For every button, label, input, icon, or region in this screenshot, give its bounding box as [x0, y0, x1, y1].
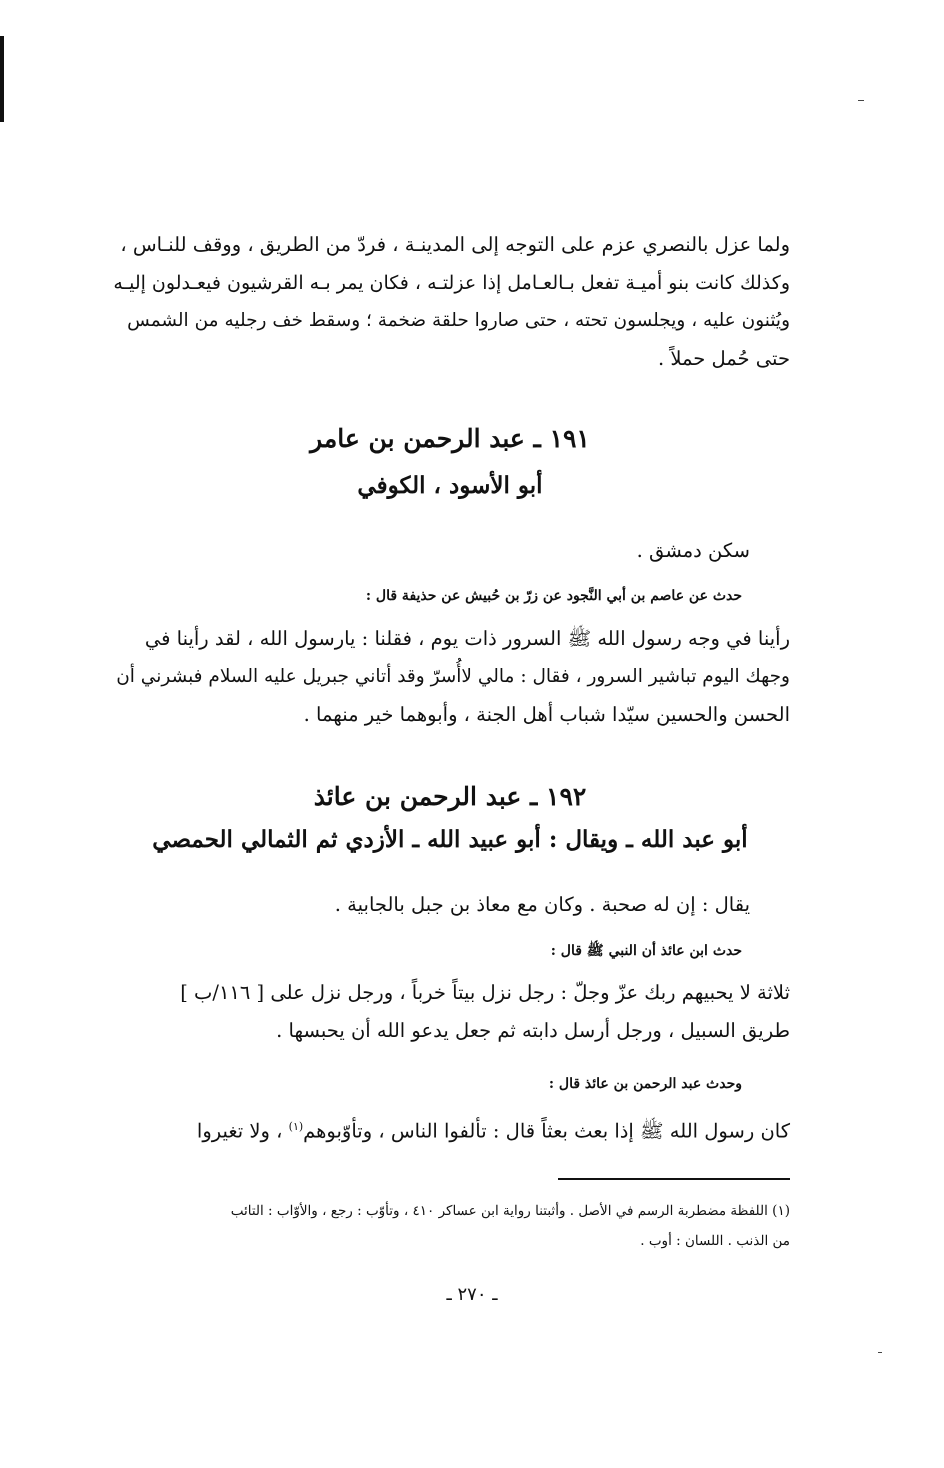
text-line: ثلاثة لا يحبيهم ربك عزّ وجلّ : رجل نزل بيتاً خرباً ، ورجل نزل على [ ١١٦/ب ] [180, 981, 790, 1004]
entry-192-subheading: أبو عبد الله ـ ويقال : أبو عبيد الله ـ الأزدي ثم الثمالي الحمصي [152, 826, 748, 853]
entry-192-chain-1: حدث ابن عائذ أن النبي ﷺ قال : [550, 943, 742, 959]
entry-191-heading: ١٩١ ـ عبد الرحمن بن عامر [310, 424, 590, 453]
text-line [110, 1108, 790, 1151]
entry-191-residence: سكن دمشق . [636, 539, 750, 562]
entry-191-chain: حدث عن عاصم بن أبي النَّجود عن زرّ بن حُبيش عن حذيفة قال : [365, 588, 742, 604]
text-line: رأينا في وجه رسول الله ﷺ السرور ذات يوم ، فقلنا : يارسول الله ، لقد رأينا في [144, 627, 790, 650]
entry-191-body [110, 620, 790, 734]
text-line: طريق السبيل ، ورجل أرسل دابته ثم جعل يدعو الله أن يحبسها . [276, 1019, 790, 1042]
entry-192-body-2 [110, 1108, 790, 1151]
text-line: وكذلك كانت بنو أميـة تفعل بـالعـامل إذا عزلتـه ، فكان يمر بـه القرشيون فيعـدلون إليـه [113, 272, 790, 294]
footnote-marker: (١) [288, 1120, 304, 1133]
entry-192-heading: ١٩٢ ـ عبد الرحمن بن عائذ [313, 782, 587, 811]
text-segment: ، ولا تغيروا [196, 1119, 289, 1143]
scan-speck [878, 1352, 882, 1353]
footnote [110, 1196, 790, 1256]
text-line: حتى حُمل حملاً . [657, 347, 790, 370]
entry-191-subheading: أبو الأسود ، الكوفي [357, 472, 543, 499]
text-line: ولما عزل بالنصري عزم على التوجه إلى المدينـة ، فردّ من الطريق ، ووقف للنـاس ، [120, 233, 790, 256]
text-segment: كان رسول الله ﷺ إذا بعث بعثاً قال : تألفوا الناس ، وتأوّبوهم [303, 1119, 790, 1143]
text-line: ويُثنون عليه ، ويجلسون تحته ، حتى صاروا حلقة ضخمة ؛ وسقط خف رجليه من الشمس [127, 310, 790, 331]
scan-edge-mark [0, 36, 4, 122]
intro-paragraph [110, 226, 790, 378]
page-number: ـ ٢٧٠ ـ [446, 1284, 498, 1305]
footnote-line: (١) اللفظة مضطربة الرسم في الأصل . وأثبتنا رواية ابن عساكر ٤١٠ ، وتأوّب : رجع ، والأوّاب : التائب [230, 1203, 790, 1219]
text-line: وجهك اليوم تباشير السرور ، فقال : مالي لاأُسرّ وقد أتاني جبريل عليه السلام فبشرني أن [116, 666, 790, 687]
entry-192-chain-2: وحدث عبد الرحمن بن عائذ قال : [548, 1076, 742, 1092]
entry-192-body-1 [110, 974, 790, 1050]
entry-192-intro: يقال : إن له صحبة . وكان مع معاذ بن جبل بالجابية . [334, 893, 750, 916]
scan-speck [858, 100, 864, 101]
footnote-separator [558, 1178, 790, 1180]
footnote-line: من الذنب . اللسان : أوب . [640, 1233, 790, 1249]
text-line: الحسن والحسين سيّدا شباب أهل الجنة ، وأبوهما خير منهما . [303, 703, 790, 726]
